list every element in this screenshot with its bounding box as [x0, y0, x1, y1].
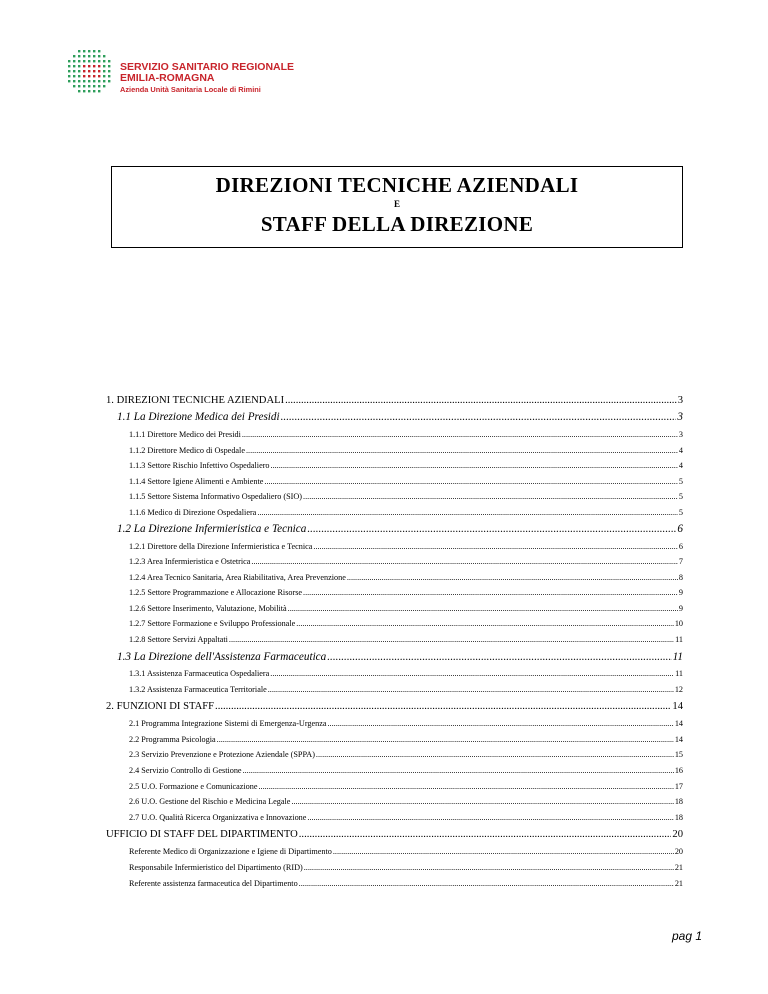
toc-entry-title: 1.2.3 Area Infermieristica e Ostetrica — [129, 557, 251, 566]
toc-entry-title: 2.7 U.O. Qualità Ricerca Organizzativa e Innovazione — [129, 813, 307, 822]
toc-leader-dots — [303, 492, 678, 501]
toc-entry[interactable] — [129, 685, 683, 694]
toc-entry-page: 3 — [677, 411, 683, 423]
toc-entry[interactable] — [106, 829, 683, 840]
toc-entry-page: 3 — [677, 395, 683, 406]
toc-entry[interactable] — [129, 782, 683, 791]
toc-leader-dots — [296, 619, 674, 628]
toc-leader-dots — [271, 461, 678, 470]
toc-entry-page: 18 — [674, 813, 683, 822]
logo-line-2: EMILIA-ROMAGNA — [120, 72, 215, 84]
toc-entry-page: 14 — [672, 701, 683, 712]
toc-entry-page: 16 — [674, 766, 683, 775]
toc-leader-dots — [307, 523, 676, 535]
toc-entry-page: 6 — [678, 542, 683, 551]
toc-entry-page: 18 — [674, 797, 683, 806]
toc-leader-dots — [328, 719, 674, 728]
toc-leader-dots — [299, 829, 672, 840]
toc-entry-page: 4 — [678, 461, 683, 470]
toc-entry[interactable] — [129, 588, 683, 597]
toc-entry-page: 20 — [674, 847, 683, 856]
toc-entry-title: 1.1.1 Direttore Medico dei Presidi — [129, 430, 241, 439]
toc-entry-page: 11 — [675, 669, 683, 678]
toc-entry-title: 1.2 La Direzione Infermieristica e Tecnica — [117, 523, 307, 535]
toc-leader-dots — [257, 508, 678, 517]
toc-entry[interactable] — [129, 719, 683, 728]
toc-leader-dots — [327, 651, 671, 663]
toc-entry-page: 14 — [674, 735, 683, 744]
toc-entry[interactable] — [129, 735, 683, 744]
toc-entry[interactable] — [129, 750, 683, 759]
toc-entry-title: 2.3 Servizio Prevenzione e Protezione Aziendale (SPPA) — [129, 750, 315, 759]
toc-leader-dots — [313, 542, 678, 551]
title-line-3: STAFF DELLA DIREZIONE — [260, 212, 534, 236]
toc-entry-title: 2.6 U.O. Gestione del Rischio e Medicina Legale — [129, 797, 291, 806]
toc-entry-page: 14 — [674, 719, 683, 728]
toc-leader-dots — [307, 813, 673, 822]
toc-entry-page: 21 — [674, 863, 683, 872]
toc-entry-page: 11 — [672, 651, 683, 663]
toc-leader-dots — [270, 669, 674, 678]
logo-line-3: Azienda Unità Sanitaria Locale di Rimini — [120, 85, 261, 94]
toc-entry-title: 1.2.8 Settore Servizi Appaltati — [129, 635, 228, 644]
toc-entry-title: Referente assistenza farmaceutica del Dipartimento — [129, 879, 298, 888]
toc-leader-dots — [291, 797, 673, 806]
toc-entry[interactable] — [129, 813, 683, 822]
toc-entry-title: 1.2.4 Area Tecnico Sanitaria, Area Riabilitativa, Area Prevenzione — [129, 573, 346, 582]
toc-entry-page: 9 — [678, 588, 683, 597]
toc-entry-page: 5 — [678, 477, 683, 486]
toc-entry-page: 20 — [672, 829, 683, 840]
toc-entry[interactable] — [106, 701, 683, 712]
toc-leader-dots — [268, 685, 674, 694]
toc-entry-page: 5 — [678, 492, 683, 501]
toc-entry[interactable] — [129, 557, 683, 566]
toc-leader-dots — [303, 588, 678, 597]
toc-entry-title: 1.3.2 Assistenza Farmaceutica Territoriale — [129, 685, 267, 694]
toc-entry-title: 2. FUNZIONI DI STAFF — [106, 701, 215, 712]
toc-entry-page: 11 — [675, 635, 683, 644]
toc-entry-title: 1.2.1 Direttore della Direzione Infermieristica e Tecnica — [129, 542, 313, 551]
toc-entry-page: 12 — [674, 685, 683, 694]
toc-entry[interactable] — [129, 604, 683, 613]
toc-entry[interactable] — [129, 797, 683, 806]
toc-entry-page: 15 — [674, 750, 683, 759]
document-title-box — [111, 166, 683, 248]
toc-entry[interactable] — [129, 492, 683, 501]
toc-entry[interactable] — [129, 477, 683, 486]
toc-entry[interactable] — [129, 461, 683, 470]
toc-entry[interactable] — [129, 669, 683, 678]
logo-text — [120, 62, 294, 95]
toc-leader-dots — [333, 847, 674, 856]
toc-leader-dots — [299, 879, 674, 888]
toc-entry-title: 2.2 Programma Psicologia — [129, 735, 216, 744]
toc-entry[interactable] — [106, 395, 683, 406]
toc-entry[interactable] — [129, 879, 683, 888]
toc-leader-dots — [243, 766, 674, 775]
toc-entry-title: 2.1 Programma Integrazione Sistemi di Emergenza-Urgenza — [129, 719, 327, 728]
toc-entry[interactable] — [117, 523, 683, 535]
page-number: pag 1 — [672, 929, 703, 943]
toc-entry-title: UFFICIO DI STAFF DEL DIPARTIMENTO — [106, 829, 298, 840]
toc-entry[interactable] — [129, 446, 683, 455]
toc-entry-title: 1. DIREZIONI TECNICHE AZIENDALI — [106, 395, 285, 406]
logo-line-1: SERVIZIO SANITARIO REGIONALE — [120, 61, 295, 73]
toc-entry[interactable] — [129, 573, 683, 582]
toc-entry[interactable] — [117, 411, 683, 423]
toc-leader-dots — [347, 573, 678, 582]
toc-leader-dots — [281, 411, 677, 423]
toc-entry[interactable] — [129, 863, 683, 872]
toc-entry-title: Responsabile Infermieristico del Dipartimento (RID) — [129, 863, 303, 872]
toc-entry-page: 21 — [674, 879, 683, 888]
toc-entry-page: 5 — [678, 508, 683, 517]
title-line-2: E — [393, 199, 400, 209]
toc-leader-dots — [258, 782, 673, 791]
title-line-1: DIREZIONI TECNICHE AZIENDALI — [215, 173, 579, 197]
toc-leader-dots — [242, 430, 678, 439]
toc-entry-title: 2.5 U.O. Formazione e Comunicazione — [129, 782, 258, 791]
toc-entry[interactable] — [129, 542, 683, 551]
toc-entry-title: 1.1 La Direzione Medica dei Presidi — [117, 411, 280, 423]
toc-entry-title: 1.1.3 Settore Rischio Infettivo Ospedaliero — [129, 461, 270, 470]
toc-entry-page: 10 — [674, 619, 683, 628]
toc-entry-title: 1.1.6 Medico di Direzione Ospedaliera — [129, 508, 257, 517]
toc-leader-dots — [229, 635, 674, 644]
toc-entry-page: 9 — [678, 604, 683, 613]
toc-entry-title: 2.4 Servizio Controllo di Gestione — [129, 766, 242, 775]
toc-entry[interactable] — [129, 508, 683, 517]
toc-entry-title: 1.2.6 Settore Inserimento, Valutazione, Mobilità — [129, 604, 287, 613]
usl-logo — [66, 48, 296, 94]
toc-entry-page: 6 — [677, 523, 683, 535]
toc-entry[interactable] — [129, 430, 683, 439]
toc-leader-dots — [246, 446, 678, 455]
toc-leader-dots — [285, 395, 677, 406]
toc-leader-dots — [251, 557, 678, 566]
toc-entry-page: 17 — [674, 782, 683, 791]
toc-leader-dots — [264, 477, 678, 486]
toc-entry-page: 8 — [678, 573, 683, 582]
toc-entry-title: 1.1.4 Settore Igiene Alimenti e Ambiente — [129, 477, 264, 486]
toc-entry-title: Referente Medico di Organizzazione e Igiene di Dipartimento — [129, 847, 332, 856]
toc-entry-title: 1.3.1 Assistenza Farmaceutica Ospedaliera — [129, 669, 270, 678]
toc-entry-page: 3 — [678, 430, 683, 439]
toc-leader-dots — [215, 701, 671, 712]
toc-entry[interactable] — [129, 847, 683, 856]
toc-leader-dots — [288, 604, 678, 613]
toc-entry[interactable] — [117, 651, 683, 663]
toc-entry[interactable] — [129, 766, 683, 775]
toc-leader-dots — [217, 735, 674, 744]
toc-entry-page: 4 — [678, 446, 683, 455]
toc-entry-title: 1.2.5 Settore Programmazione e Allocazione Risorse — [129, 588, 303, 597]
toc-entry-title: 1.1.2 Direttore Medico di Ospedale — [129, 446, 245, 455]
toc-entry[interactable] — [129, 635, 683, 644]
toc-entry[interactable] — [129, 619, 683, 628]
toc-leader-dots — [304, 863, 674, 872]
toc-entry-page: 7 — [678, 557, 683, 566]
toc-entry-title: 1.1.5 Settore Sistema Informativo Ospedaliero (SIO) — [129, 492, 303, 501]
toc-leader-dots — [316, 750, 674, 759]
dot-grid-logo-icon — [66, 48, 114, 94]
toc-entry-title: 1.2.7 Settore Formazione e Sviluppo Professionale — [129, 619, 296, 628]
toc-entry-title: 1.3 La Direzione dell'Assistenza Farmaceutica — [117, 651, 327, 663]
